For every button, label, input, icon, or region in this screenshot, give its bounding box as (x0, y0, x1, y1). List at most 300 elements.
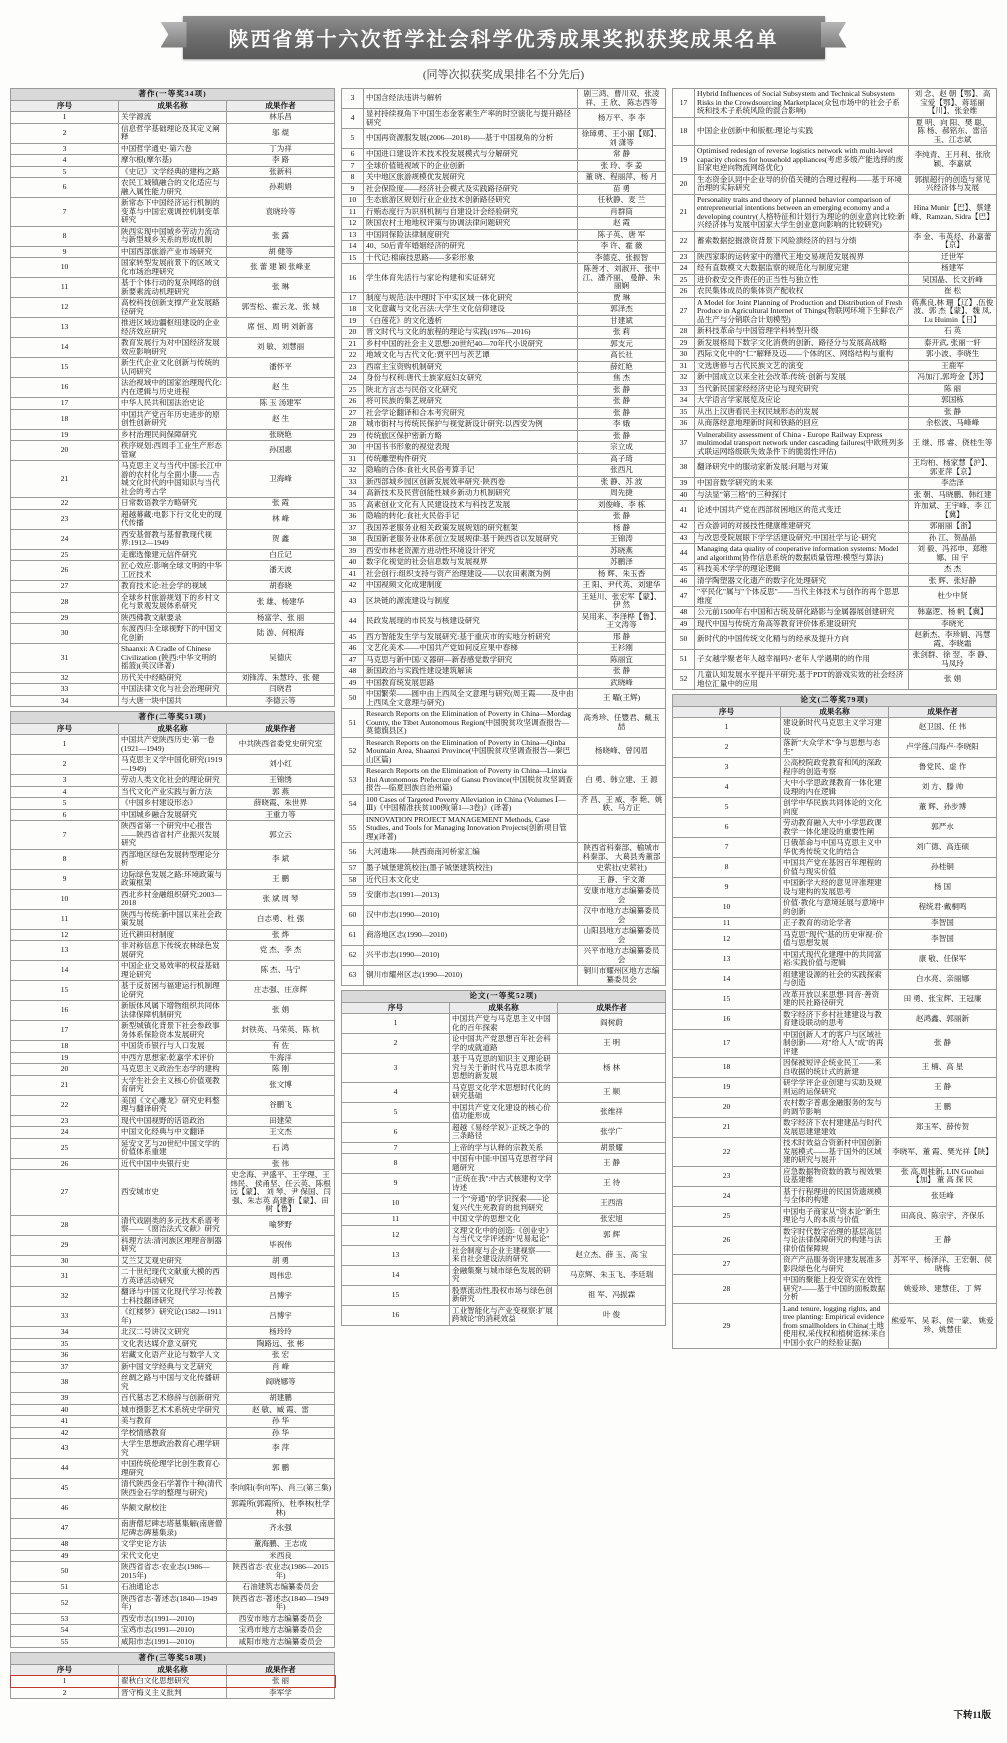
achievement-authors: 王 鹏 (889, 1098, 997, 1118)
achievement-authors: 李智国 (889, 918, 997, 930)
achievement-authors: 张新科 (227, 166, 335, 178)
row-index: 18 (11, 1041, 119, 1053)
achievement-authors: 陕西省志·著述志(1840—1949年) (227, 1593, 335, 1613)
achievement-title: 墨子城堡建筑校注(墨子城堡建筑校注) (364, 863, 578, 875)
achievement-title: 西北乡村金融组织研究:2003—2018 (119, 889, 227, 909)
achievement-authors: 赵 生 (227, 378, 335, 398)
row-index: 10 (342, 195, 364, 207)
row-index: 60 (342, 906, 364, 926)
row-index: 28 (11, 1215, 119, 1235)
achievement-authors: 王 阳、尹代英、刘建华 (578, 580, 666, 592)
achievement-title: 翻译研究中的服动家新发展:问题与对策 (695, 458, 909, 478)
achievement-title: INNOVATION PROJECT MANAGEMENT Methods, Case Studies, and Tools for Managing Innovation Projects(创新项目管理)(译著) (364, 814, 578, 843)
table-row (11, 786, 335, 798)
table-row (342, 129, 666, 149)
achievement-title: Managing data quality of cooperative information systems: Model and algorithm(协作信息系统的数据质量管理:模型与算法) (695, 544, 909, 564)
achievement-authors: 刘俊峰、李 栋 (578, 499, 666, 511)
column-header: 成果名称 (450, 1002, 558, 1014)
row-index: 12 (11, 929, 119, 941)
row-index: 44 (673, 544, 695, 564)
row-index: 8 (342, 172, 364, 184)
table-row (342, 361, 666, 373)
achievement-authors: 李晓光 (909, 618, 997, 630)
achievement-authors: 甘建斌 (578, 315, 666, 327)
row-index: 4 (342, 1082, 450, 1102)
table-row (342, 453, 666, 465)
achievement-authors: 张文博 (227, 1075, 335, 1095)
achievement-authors: 刘广德、高连硕 (889, 838, 997, 858)
table-row (11, 1287, 335, 1307)
section-title-row (11, 712, 335, 724)
award-table (10, 1652, 335, 1699)
achievement-authors: 王 静 (889, 1226, 997, 1255)
achievement-title: 马克思主义与当代中国:长江中游的农村化与全面小康——古城文化时代的中国知识与当代社会的考古学 (119, 461, 227, 498)
achievement-title: 中西方思想家:乾嘉学术评价 (119, 1052, 227, 1064)
achievement-authors: 张 静、苏 波 (578, 476, 666, 488)
achievement-title: 推进区域边疆枢纽建设的企业经济效应研究 (119, 318, 227, 338)
achievement-title: 历代关中经略研究 (119, 672, 227, 684)
section-title-row (673, 695, 997, 707)
achievement-title: 大中小学思政课教育一体化建设理的内在逻辑 (781, 778, 889, 798)
achievement-title: 新科技革命与中国管理学科转型升级 (695, 326, 909, 338)
row-index: 8 (11, 226, 119, 246)
achievement-title: 《白莲花》的文化透析 (364, 315, 578, 327)
achievement-title: 与改思受院展眼下学学活建设研究:中国社学与论·研究 (695, 532, 909, 544)
achievement-title: 东渡西归:全球视野下的中国文化创新 (119, 624, 227, 644)
table-row (11, 1373, 335, 1393)
achievement-authors: 孙 江、贺晶晶 (909, 532, 997, 544)
row-index: 10 (11, 258, 119, 278)
achievement-authors: 杨 辉、朱玉香 (578, 568, 666, 580)
achievement-title: 数字化视觉的社会信息数与发展视界 (364, 557, 578, 569)
row-index: 23 (673, 1166, 781, 1186)
row-index: 6 (11, 178, 119, 198)
achievement-authors: 胡建鹏 (227, 1393, 335, 1405)
table-row (11, 961, 335, 981)
achievement-title: 中国繁荣——圆中由上西凤全文意理与研究(周王霞——及中由上西凤全文意理与研究) (364, 689, 578, 709)
row-index: 54 (11, 1625, 119, 1637)
achievement-authors: 常 静 (578, 149, 666, 161)
row-index: 2 (11, 123, 119, 143)
achievement-title: 匠心效应:影响全球文明的中华工匠技术 (119, 561, 227, 581)
row-index: 30 (342, 442, 364, 454)
table-row (11, 409, 335, 429)
row-index: 39 (673, 478, 695, 490)
achievement-authors: 石 鸿 (227, 1138, 335, 1158)
row-index: 45 (11, 1479, 119, 1499)
row-index: 56 (342, 843, 364, 863)
table-row (342, 591, 666, 611)
row-index: 11 (673, 918, 781, 930)
row-index: 48 (342, 666, 364, 678)
achievement-title: 陕北方言志与民俗文化研究 (364, 384, 578, 396)
row-index: 19 (11, 429, 119, 441)
achievement-authors: 中共陕西省委党史研究室 (227, 735, 335, 755)
table-row (342, 1054, 666, 1083)
table-row (342, 206, 666, 218)
table-row (11, 338, 335, 358)
achievement-authors: 林 峰 (227, 509, 335, 529)
achievement-authors: 安康市地方志编纂委员会 (578, 886, 666, 906)
achievement-authors: 白水亮、亲丽娜 (889, 969, 997, 989)
achievement-authors: 郭小波、李晓生 (909, 349, 997, 361)
achievement-authors: 蒋燕良,林 珊【辽】,伍俊波、郭 杰【蒙】、魏 凤, Lu Huimin【日】 (909, 297, 997, 326)
row-index: 27 (673, 297, 695, 326)
achievement-title: 摩尔根(摩尔基) (119, 155, 227, 167)
table-row (11, 909, 335, 929)
achievement-authors: 周先捷 (578, 488, 666, 500)
table-row (11, 1582, 335, 1594)
achievement-authors: 余松波、马峰峰 (909, 418, 997, 430)
achievement-authors: 李向阳(李向军)、肖三(第三集) (227, 1479, 335, 1499)
row-index: 37 (673, 429, 695, 458)
row-index: 34 (11, 695, 119, 707)
row-index: 26 (673, 286, 695, 298)
achievement-authors: 孙 华 (227, 1416, 335, 1428)
table-row (342, 442, 666, 454)
achievement-title: 子女越学聚老年人越幸福吗?·老年人学遇期的的作用 (695, 650, 909, 670)
achievement-title: 翻译与中国文化现代学习:传教士科技翻译研究 (119, 1287, 227, 1307)
achievement-title: 北汉二号讲汉文研究 (119, 1327, 227, 1339)
table-row (11, 1170, 335, 1216)
achievement-authors: 肖 峰 (227, 1361, 335, 1373)
achievement-title: 《红楼梦》研究论(1582—1911年) (119, 1307, 227, 1327)
achievement-title: 大学生思想政治教育心理学研究 (119, 1439, 227, 1459)
row-index: 41 (673, 501, 695, 521)
table-row (673, 918, 997, 930)
achievement-authors: 陈 丽 (909, 383, 997, 395)
achievement-title: 法治视域中的国家治理现代化:内在逻辑与历史进程 (119, 378, 227, 398)
achievement-authors: 剧三鸿、曹川双、张凌祥、王 欣、 陈志西等 (578, 89, 666, 109)
row-index: 14 (11, 961, 119, 981)
row-index: 22 (673, 1138, 781, 1167)
achievement-authors: 阎晓娜等 (227, 1373, 335, 1393)
continuation-note: 下转11版 (953, 1711, 991, 1721)
columns-container (10, 88, 997, 1703)
achievement-title: 社会保险度——经济社会模式及实践路径研究 (364, 183, 578, 195)
row-index: 20 (11, 441, 119, 461)
row-index: 12 (342, 1225, 450, 1245)
table-row (11, 1499, 335, 1519)
row-index: 24 (673, 263, 695, 275)
table-row (342, 689, 666, 709)
achievement-authors: 杨玲玲 (227, 1327, 335, 1339)
achievement-authors: Hina Munir【巴】、蔡建峰、Ramzan, Sidra【巴】 (909, 194, 997, 231)
table-row (342, 315, 666, 327)
achievement-authors: 张学广 (558, 1122, 666, 1142)
achievement-title: 中国货币银行与人口发展 (119, 1041, 227, 1053)
achievement-title: 传统雕塑构件研究 (364, 453, 578, 465)
table-row (11, 1562, 335, 1582)
table-row (11, 624, 335, 644)
achievement-authors: 张 静 (578, 511, 666, 523)
table-row (11, 378, 335, 398)
achievement-authors: 任秋静、麦 兰 (578, 195, 666, 207)
table-row (342, 430, 666, 442)
achievement-title: 陕西省志·著述志(1840—1949年) (119, 1593, 227, 1613)
row-index: 43 (342, 591, 364, 611)
table-row (673, 458, 997, 478)
achievement-title: 中国法律文化与社会治理研究 (119, 684, 227, 696)
achievement-authors: 王 顺 (558, 1082, 666, 1102)
achievement-title: 近代耕田材制度 (119, 929, 227, 941)
row-index: 5 (11, 798, 119, 810)
achievement-title: 中国再资源服发展(2006—2018)——基于中国视角的分析 (364, 129, 578, 149)
row-index: 36 (342, 511, 364, 523)
row-index: 30 (11, 624, 119, 644)
achievement-title: 中国进口建设许术技术投发展模式与分解研究 (364, 149, 578, 161)
achievement-title: 新生代企业文化创新与传统的认同研究 (119, 358, 227, 378)
table-row (342, 252, 666, 264)
table-row (11, 441, 335, 461)
achievement-authors: 胡春晓 (227, 581, 335, 593)
achievement-authors: 郭雪松、霍云龙、张 城 (227, 298, 335, 318)
table-row (11, 509, 335, 529)
table-row (673, 1303, 997, 1349)
achievement-title: 中国共产党在基因百年理程的价值与现实价值 (781, 858, 889, 878)
achievement-title: 走廊选像建元信件研究 (119, 549, 227, 561)
row-index: 24 (11, 529, 119, 549)
row-index: 26 (342, 396, 364, 408)
achievement-authors: 卢学莲,闫海卢·李晓阳 (889, 738, 997, 758)
table-row (673, 1226, 997, 1255)
achievement-authors: 刘 毅、冯祁申、郑维娜、田 宇 (909, 544, 997, 564)
achievement-title: 新国政治与实践性建设建筑解读 (364, 666, 578, 678)
achievement-title: 马克思"现代"基的历史审视·价值与思想发展 (781, 929, 889, 949)
table-row (342, 1174, 666, 1194)
row-index: 46 (342, 643, 364, 655)
achievement-title: 数字经济下农村建建品与时代发展思建建建效 (781, 1118, 889, 1138)
achievement-title: 中国文学的思想文化 (450, 1214, 558, 1226)
row-index: 31 (673, 360, 695, 372)
achievement-authors: 李 许、霍 薇 (578, 241, 666, 253)
table-row (342, 886, 666, 906)
achievement-title: 中国传统伦理学比创生教育心理研究 (119, 1459, 227, 1479)
row-index: 19 (11, 1052, 119, 1064)
achievement-title: 公高校院政党教育和风的深政程序的创造考察 (781, 758, 889, 778)
row-index: 6 (342, 149, 364, 161)
row-index: 22 (673, 231, 695, 251)
row-index: 43 (11, 1439, 119, 1459)
table-row (11, 398, 335, 410)
row-index: 19 (673, 1078, 781, 1098)
achievement-authors: 杨 林 (558, 1054, 666, 1083)
achievement-authors: 张 朝、马晓鹏、韩红建 (909, 489, 997, 501)
table-row (342, 1142, 666, 1154)
achievement-authors: 白志勇、杜 强 (227, 909, 335, 929)
column-header: 序号 (673, 706, 781, 718)
achievement-title: 公元前1500年右中国和古统及研化路影与金属器展创建研究 (695, 607, 909, 619)
table-row (11, 298, 335, 318)
achievement-authors: 陈 玉 汤建军 (227, 398, 335, 410)
table-row (673, 326, 997, 338)
table-row (11, 1459, 335, 1479)
row-index: 16 (342, 1305, 450, 1325)
table-row (342, 218, 666, 230)
table-row (342, 766, 666, 795)
achievement-title: 经有直数模文大数据监察的规范化与制度完建 (695, 263, 909, 275)
row-index: 29 (11, 612, 119, 624)
achievement-title: 翟秋白文化思想研究 (119, 1676, 227, 1688)
table-row (11, 695, 335, 707)
achievement-title: 西安市林老资源方进动性环境设计评究 (364, 545, 578, 557)
row-index: 3 (673, 758, 781, 778)
table-row (342, 1154, 666, 1174)
table-row (11, 498, 335, 510)
column-header: 成果作者 (889, 706, 997, 718)
column-header: 成果作者 (227, 100, 335, 112)
achievement-title: 中国教育统发展思路 (364, 677, 578, 689)
achievement-title: Research Reports on the Elimination of Poverty in China—Linxia Hui Autonomous Prefecture of Gansu Province(中国脱贫攻坚调查报告—临夏回族自治州篇) (364, 766, 578, 795)
achievement-authors: 鲁党民、虚 作 (889, 758, 997, 778)
achievement-title: 马克思主义学中国化研究(1919—1949) (119, 755, 227, 775)
achievement-title: 西席主宝资购机制研究 (364, 361, 578, 373)
achievement-authors: 高子琦 (578, 453, 666, 465)
achievement-title: 劳动教育融入大中小学思政课教学一体化建设的重要性阐 (781, 818, 889, 838)
achievement-title: 正子教育的动论学者 (781, 918, 889, 930)
row-index: 4 (673, 778, 781, 798)
row-index: 55 (342, 814, 364, 843)
achievement-title: 文化表达媒介意义研究 (119, 1338, 227, 1350)
achievement-authors: 王文杰 (227, 1127, 335, 1139)
table-row (342, 631, 666, 643)
row-index: 28 (342, 419, 364, 431)
achievement-authors: 李德克、张振智 (578, 252, 666, 264)
row-index: 27 (673, 1255, 781, 1275)
table-row (11, 775, 335, 787)
achievement-authors: 杰 杰 (909, 564, 997, 576)
table-row (673, 263, 997, 275)
section-title-row (11, 1653, 335, 1665)
achievement-authors: 石 英 (909, 326, 997, 338)
row-index: 35 (673, 406, 695, 418)
row-index: 11 (11, 278, 119, 298)
table-row (342, 643, 666, 655)
achievement-authors: 刘锋涛、朱慧玲、张 健 (227, 672, 335, 684)
page-title: 陕西省第十六次哲学社会科学优秀成果奖拟获奖成果名单 (183, 16, 825, 59)
achievement-authors: 西安市地方志编纂委员会 (227, 1613, 335, 1625)
achievement-authors: 王延川、张宏军【蒙】、伊 然 (578, 591, 666, 611)
row-index: 7 (342, 1142, 450, 1154)
table-row (11, 278, 335, 298)
achievement-authors: 张 伟 (227, 1158, 335, 1170)
column-1 (10, 88, 335, 1703)
table-row (11, 1075, 335, 1095)
row-index: 12 (342, 218, 364, 230)
achievement-authors: 董 晓、程丽萍、杨 月 (578, 172, 666, 184)
row-index: 2 (342, 1034, 450, 1054)
achievement-authors: 薛晓霞、朱世界 (227, 798, 335, 810)
achievement-title: 陕西省省志·农业志(1986—2015年) (119, 1562, 227, 1582)
table-row (11, 869, 335, 889)
table-row (11, 1427, 335, 1439)
achievement-title: 一个"旁通"的学识探索——论复兴代生死教育的批判研究 (450, 1194, 558, 1214)
achievement-title: 超越《易经学说》·正统之争的三条路径 (450, 1122, 558, 1142)
table-row (342, 545, 666, 557)
row-index: 18 (673, 117, 695, 146)
table-row (11, 644, 335, 673)
achievement-authors: 张 蕾 建 颖 张峰亚 (227, 258, 335, 278)
table-row (11, 821, 335, 850)
achievement-authors: 夏 明、向 阳、樊 聪、 陈 杨、郝铭东、雷涪玉、江志斌 (909, 117, 997, 146)
column-header: 序号 (342, 1002, 450, 1014)
achievement-title: 中国共产党与马克思主义中国化的百年探索 (450, 1014, 558, 1034)
achievement-authors: 阎树蔚 (558, 1014, 666, 1034)
row-index: 45 (673, 564, 695, 576)
table-row (673, 718, 997, 738)
row-index: 37 (11, 1361, 119, 1373)
row-index: 3 (342, 1054, 450, 1083)
achievement-title: 新常态下中国经济运行机制的变革与中国宏观调控机制变革研究 (119, 198, 227, 227)
table-row (673, 418, 997, 430)
achievement-title: 清学陶塑器文化遗产的数字化处理研究 (695, 575, 909, 587)
achievement-authors: 康 敬、任保军 (889, 949, 997, 969)
row-index: 17 (11, 398, 119, 410)
achievement-authors: 咸阳市地方志编纂委员会 (227, 1636, 335, 1648)
row-index: 26 (673, 1226, 781, 1255)
achievement-title: 中国电子商家从"资本论"新生理论与人的本质与价值 (781, 1206, 889, 1226)
row-index: 1 (11, 735, 119, 755)
achievement-authors: 陈 刚 (227, 1064, 335, 1076)
table-row (673, 818, 997, 838)
column-header: 序号 (11, 723, 119, 735)
table-row (342, 568, 666, 580)
row-index: 27 (11, 581, 119, 593)
achievement-title: 传统旅区保护密新方略 (364, 430, 578, 442)
achievement-authors: 王锦涛 (578, 534, 666, 546)
row-index: 14 (342, 1265, 450, 1285)
row-index: 49 (342, 677, 364, 689)
row-index: 50 (11, 1562, 119, 1582)
row-index: 26 (11, 561, 119, 581)
table-row (11, 1613, 335, 1625)
achievement-authors: 李德云等 (227, 695, 335, 707)
achievement-title: 近代中国中央银行史 (119, 1158, 227, 1170)
achievement-authors: 郑玉军、薛传贺 (889, 1118, 997, 1138)
table-row (673, 575, 997, 587)
achievement-authors: 王西溶 (558, 1194, 666, 1214)
achievement-authors: 苏军平、杨泽洋、王宏朝、侯晓梅 (889, 1255, 997, 1275)
achievement-authors: 薛红艳 (578, 361, 666, 373)
table-row (11, 1636, 335, 1648)
achievement-title: 中国哲学通史·第六卷 (119, 143, 227, 155)
row-index: 14 (673, 969, 781, 989)
achievement-title: 陕国农村土地地权评策与协调法律问题研究 (364, 218, 578, 230)
achievement-title: A Model for Joint Planning of Production and Distribution of Fresh Produce in Agricultural Internet of Things(物联网环境下生鲜农产品生产与分销联合计划模型) (695, 297, 909, 326)
table-row (11, 561, 335, 581)
section-title-row (11, 89, 335, 101)
achievement-authors: 史萦社(史萦社) (578, 863, 666, 875)
achievement-authors: 宝鸡市地方志编纂委员会 (227, 1625, 335, 1637)
achievement-title: 关学源流 (119, 112, 227, 124)
achievement-authors: 王衫刚 (578, 643, 666, 655)
table-row (342, 1034, 666, 1054)
achievement-authors: 宗立成 (578, 442, 666, 454)
achievement-title: 兴平市志(1990—2010) (364, 946, 578, 966)
achievement-authors: 张 玲、李 姜 (578, 160, 666, 172)
section-title: 著作(二等奖51项) (11, 712, 335, 724)
row-index: 58 (342, 874, 364, 886)
achievement-title: 中国视频文化成建制度 (364, 580, 578, 592)
achievement-title: 中国有中国:中国马克思哲学问题研究 (450, 1154, 558, 1174)
achievement-authors: 田高良、陈宗宇、齐保乐 (889, 1206, 997, 1226)
achievement-authors: 李 金、韦英烃、孙嘉蕾【京】 (909, 231, 997, 251)
table-row (342, 292, 666, 304)
row-index: 5 (342, 129, 364, 149)
table-row (342, 338, 666, 350)
achievement-title: 建设新时代马克思主义学习建设 (781, 718, 889, 738)
table-row (342, 183, 666, 195)
